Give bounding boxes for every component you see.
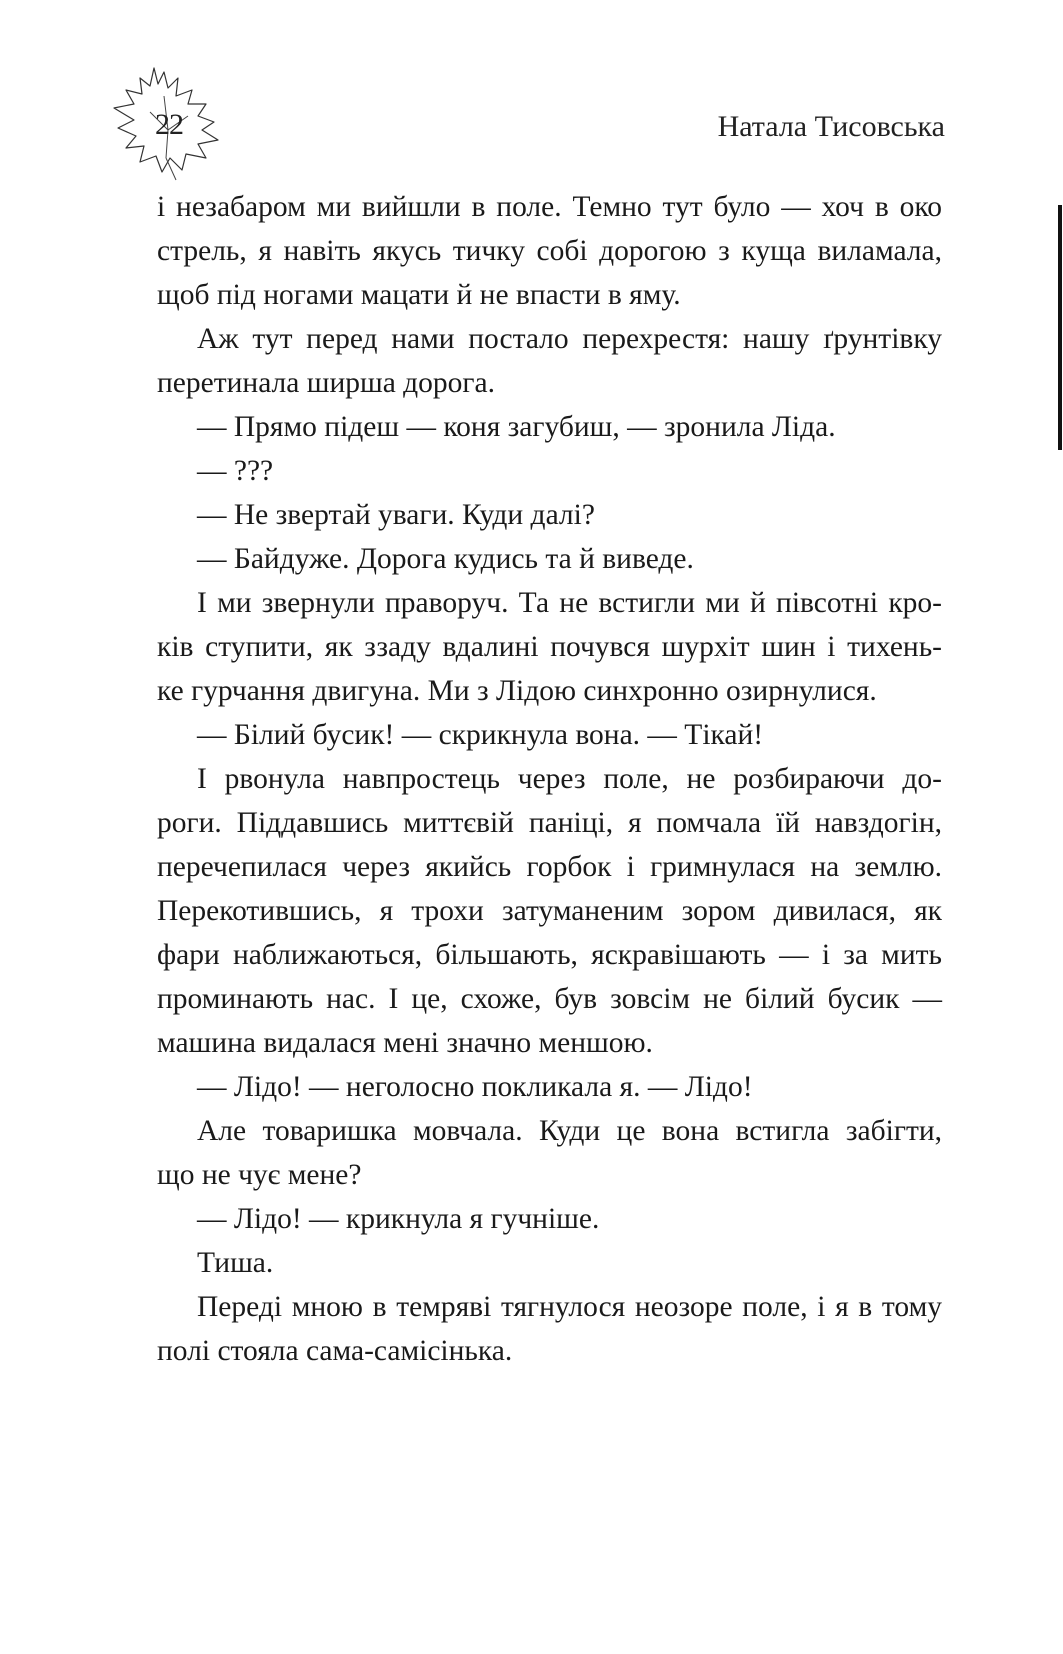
text-line: — Лідо! — неголосно покликала я. — Лідо! <box>197 1071 753 1103</box>
text-line: — Прямо підеш — коня загубиш, — зронила Ліда. <box>197 411 836 443</box>
text-line: — Білий бусик! — скрикнула вона. — Тікай! <box>197 719 764 751</box>
text-line: щоб під ногами мацати й не впасти в яму. <box>157 279 681 311</box>
text-line: — Лідо! — крикнула я гучніше. <box>197 1203 600 1235</box>
text-line: Тиша. <box>197 1247 274 1279</box>
text-line: роги. Піддавшись миттєвій паніці, я помчала їй навздогін, <box>157 807 942 839</box>
text-line: — Байдуже. Дорога кудись та й виведе. <box>197 543 694 575</box>
text-line: — ??? <box>197 455 274 487</box>
text-line: перечепилася через якийсь горбок і гримнулася на землю. <box>157 851 942 883</box>
text-line: Аж тут перед нами постало перехрестя: нашу ґрунтівку <box>197 323 942 355</box>
text-line: Переді мною в темряві тягнулося неозоре поле, і я в тому <box>197 1291 942 1323</box>
page-number: 22 <box>155 108 183 141</box>
text-line: що не чує мене? <box>157 1159 362 1191</box>
text-line: І ми звернули праворуч. Та не встигли ми й півсотні кро- <box>197 587 942 619</box>
page-edge-mark <box>1058 205 1062 450</box>
body-text <box>157 185 942 1373</box>
text-line: перетинала ширша дорога. <box>157 367 495 399</box>
text-line: стрель, я навіть якусь тичку собі дорогою з куща виламала, <box>157 235 942 267</box>
text-line: — Не звертай уваги. Куди далі? <box>197 499 595 531</box>
text-line: Перекотившись, я трохи затуманеним зором дивилася, як <box>157 895 942 927</box>
text-line: ків ступити, як ззаду вдалині почувся шурхіт шин і тихень- <box>157 631 942 663</box>
text-line: і незабаром ми вийшли в поле. Темно тут було — хоч в око <box>157 191 942 223</box>
text-line: Але товаришка мовчала. Куди це вона встигла забігти, <box>197 1115 942 1147</box>
running-head-author: Натала Тисовська <box>717 110 945 143</box>
text-line: полі стояла сама-самісінька. <box>157 1335 513 1367</box>
text-line: ке гурчання двигуна. Ми з Лідою синхронно озирнулися. <box>157 675 877 707</box>
text-line: проминають нас. І це, схоже, був зовсім не білий бусик — <box>157 983 942 1015</box>
text-line: фари наближаються, більшають, яскравішають — і за мить <box>157 939 942 971</box>
text-line: І рвонула навпростець через поле, не розбираючи до- <box>197 763 942 795</box>
text-line: машина видалася мені значно меншою. <box>157 1027 653 1059</box>
